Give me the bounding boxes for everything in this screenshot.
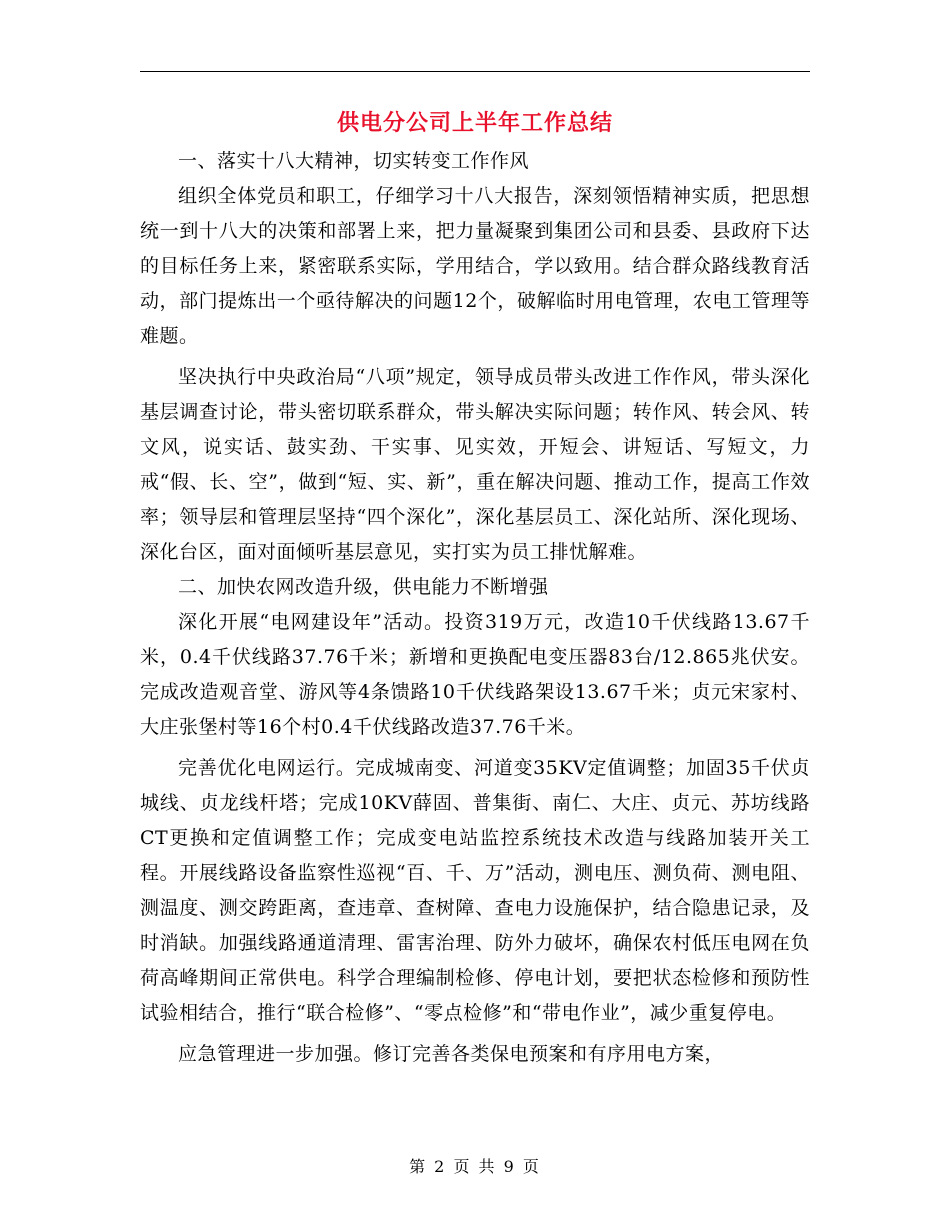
body-paragraph: 深化开展“电网建设年”活动。投资319万元，改造10千伏线路13.67千米，0.4千伏线路37.76千米；新增和更换配电变压器83台/12.865兆伏安。完成改造观音堂、游风等4条馈路10千伏线路架设13.67千米；贞元宋家村、大庄张堡村等16个村0.4千伏线路改造37.76千米。 [140,611,810,738]
document-title: 供电分公司上半年工作总结 [336,111,613,136]
body-paragraph: 完善优化电网运行。完成城南变、河道变35KV定值调整；加固35千伏贞城线、贞龙线杆塔；完成10KV薛固、普集街、南仁、大庄、贞元、苏坊线路CT更换和定值调整工作；完成变电站监控系统技术改造与线路加装开关工程。开展线路设备监察性巡视“百、千、万”活动，测电压、测负荷、测电阻、测温度、测交跨距离，查违章、查树障、查电力设施保护，结合隐患记录，及时消缺。加强线路通道清理、雷害治理、防外力破坏，确保农村低压电网在负荷高峰期间正常供电。科学合理编制检修、停电计划，要把状态检修和预防性试验相结合，推行“联合检修”、“零点检修”和“带电作业”，减少重复停电。 [140,757,810,1024]
body-paragraph: 应急管理进一步加强。修订完善各类保电预案和有序用电方案， [178,1043,725,1065]
section-heading-2: 二、加快农网改造升级，供电能力不断增强 [178,576,549,598]
page-number-footer: 第 2 页 共 9 页 [409,1157,541,1176]
body-paragraph: 坚决执行中央政治局“八项”规定，领导成员带头改进工作作风，带头深化基层调查讨论，带头密切联系群众，带头解决实际问题；转作风、转会风、转文风，说实话、鼓实劲、干实事、见实效，开短会、讲短话、写短文，力戒“假、长、空”，做到“短、实、新”，重在解决问题、推动工作，提高工作效率；领导层和管理层坚持“四个深化”，深化基层员工、深化站所、深化现场、深化台区，面对面倾听基层意见，实打实为员工排忧解难。 [140,366,810,563]
section-heading-1: 一、落实十八大精神，切实转变工作作风 [178,150,530,172]
body-paragraph: 组织全体党员和职工，仔细学习十八大报告，深刻领悟精神实质，把思想统一到十八大的决策和部署上来，把力量凝聚到集团公司和县委、县政府下达的目标任务上来，紧密联系实际，学用结合，学以致用。结合群众路线教育活动，部门提炼出一个亟待解决的问题12个，破解临时用电管理，农电工管理等难题。 [140,185,810,347]
document-body [140,144,810,1072]
header-rule [140,71,810,72]
